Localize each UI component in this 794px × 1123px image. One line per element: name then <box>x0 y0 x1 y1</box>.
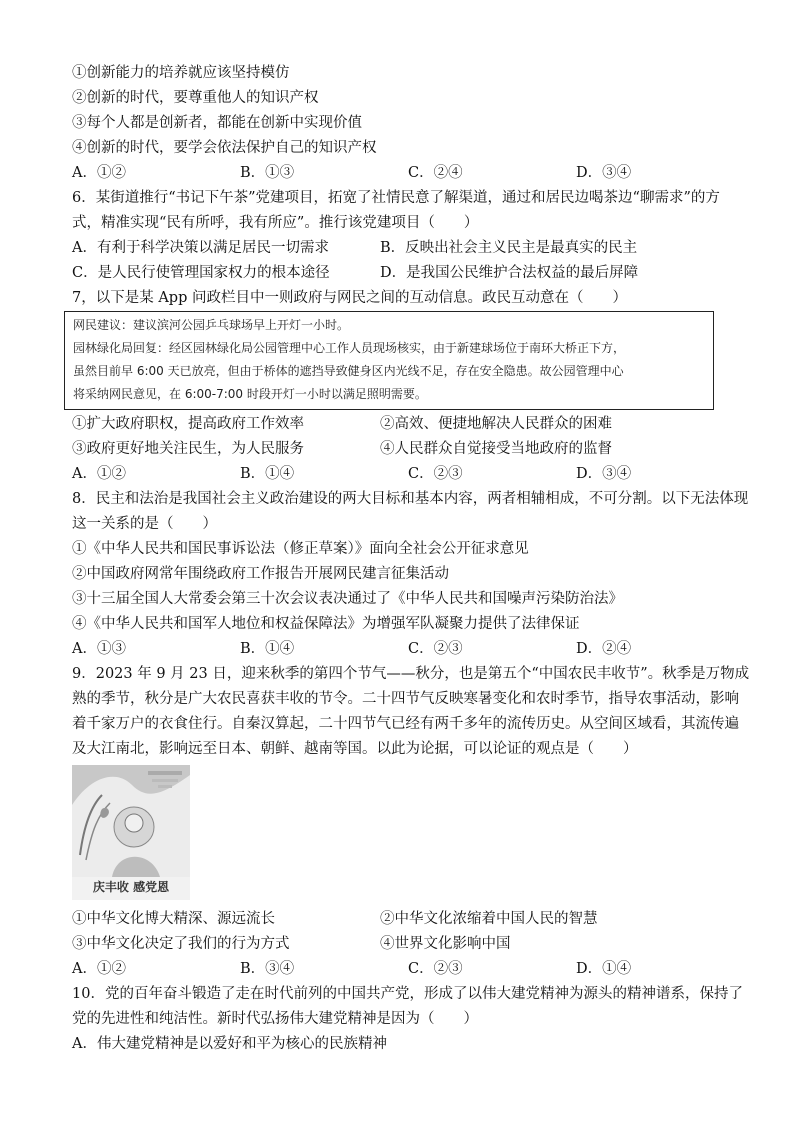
q9-stem-line-3: 着千家万户的衣食住行。自秦汉算起，二十四节气已经有两千多年的流传历史。从空间区域看，其流传遍 <box>72 716 739 732</box>
q8-statement-1: ①《中华人民共和国民事诉讼法（修正草案）》面向全社会公开征求意见 <box>72 541 529 557</box>
q9-stem-line-4: 及大江南北，影响远至日本、朝鲜、越南等国。以此为论据，可以论证的观点是（ ） <box>72 741 638 757</box>
notice-line-3: 虽然目前早 6:00 天已放亮，但由于桥体的遮挡导致健身区内光线不足，存在安全隐患。故公园管理中心 <box>73 364 624 378</box>
q10-stem-line-2: 党的先进性和纯洁性。新时代弘扬伟大建党精神是因为（ ） <box>72 1011 478 1027</box>
q9-stem-line-1: 9．2023 年 9 月 23 日，迎来秋季的第四个节气——秋分，也是第五个“中国农民丰收节”。秋季是万物成 <box>72 666 750 682</box>
q8-option-a: A．①③ <box>72 641 126 657</box>
q7-option-d: D．③④ <box>576 466 632 482</box>
q9-statement-1: ①中华文化博大精深、源远流长 <box>72 911 275 927</box>
q5-option-c: C．②④ <box>408 165 463 181</box>
q7-statement-3: ③政府更好地关注民生，为人民服务 <box>72 441 304 457</box>
q8-stem-line-2: 这一关系的是（ ） <box>72 516 217 532</box>
q9-option-b: B．③④ <box>240 961 295 977</box>
harvest-festival-poster <box>72 765 190 900</box>
notice-line-4: 将采纳网民意见，在 6:00-7:00 时段开灯一小时以满足照明需要。 <box>73 387 427 401</box>
q8-statement-2: ②中国政府网常年围绕政府工作报告开展网民建言征集活动 <box>72 566 449 582</box>
q10-stem-line-1: 10．党的百年奋斗锻造了走在时代前列的中国共产党，形成了以伟大建党精神为源头的精神谱系，保持了 <box>72 986 743 1002</box>
q6-stem-line-1: 6．某街道推行“书记下午茶”党建项目，拓宽了社情民意了解渠道，通过和居民边喝茶边“聊需求”的方 <box>72 190 720 206</box>
q5-option-a: A．①② <box>72 165 126 181</box>
poster-caption: 庆丰收 感党恩 <box>92 880 170 894</box>
q9-statement-4: ④世界文化影响中国 <box>380 936 511 952</box>
q7-option-b: B．①④ <box>240 466 295 482</box>
q7-statement-2: ②高效、便捷地解决人民群众的困难 <box>380 416 612 432</box>
q7-option-c: C．②③ <box>408 466 463 482</box>
notice-line-2: 园林绿化局回复：经区园林绿化局公园管理中心工作人员现场核实，由于新建球场位于南环大桥正下方， <box>73 341 626 355</box>
q9-statement-3: ③中华文化决定了我们的行为方式 <box>72 936 290 952</box>
q8-option-d: D．②④ <box>576 641 632 657</box>
q5-statement-2: ②创新的时代，要尊重他人的知识产权 <box>72 90 319 106</box>
q8-option-b: B．①④ <box>240 641 295 657</box>
q8-statement-4: ④《中华人民共和国军人地位和权益保障法》为增强军队凝聚力提供了法律保证 <box>72 616 580 632</box>
q10-option-a: A．伟大建党精神是以爱好和平为核心的民族精神 <box>72 1036 387 1052</box>
q7-statement-1: ①扩大政府职权，提高政府工作效率 <box>72 416 304 432</box>
notice-line-1: 网民建议：建议滨河公园乒乓球场早上开灯一小时。 <box>73 318 350 332</box>
q9-stem-line-2: 熟的季节，秋分是广大农民喜获丰收的节令。二十四节气反映寒暑变化和农时季节，指导农事活动，影响 <box>72 691 739 707</box>
q5-option-b: B．①③ <box>240 165 295 181</box>
q5-statement-3: ③每个人都是创新者，都能在创新中实现价值 <box>72 115 362 131</box>
q6-option-d: D．是我国公民维护合法权益的最后屏障 <box>380 265 639 281</box>
q5-statement-4: ④创新的时代，要学会依法保护自己的知识产权 <box>72 140 377 156</box>
q8-option-c: C．②③ <box>408 641 463 657</box>
q9-statement-2: ②中华文化浓缩着中国人民的智慧 <box>380 911 598 927</box>
q9-option-d: D．①④ <box>576 961 632 977</box>
q5-statement-1: ①创新能力的培养就应该坚持模仿 <box>72 65 290 81</box>
q7-option-a: A．①② <box>72 466 126 482</box>
poster-illustration <box>72 765 190 877</box>
q9-option-c: C．②③ <box>408 961 463 977</box>
q6-stem-line-2: 式，精准实现“民有所呼，我有所应”。推行该党建项目（ ） <box>72 215 479 231</box>
q8-statement-3: ③十三届全国人大常委会第三十次会议表决通过了《中华人民共和国噪声污染防治法》 <box>72 591 623 607</box>
q6-option-a: A．有利于科学决策以满足居民一切需求 <box>72 240 329 256</box>
q8-stem-line-1: 8．民主和法治是我国社会主义政治建设的两大目标和基本内容，两者相辅相成，不可分割。以下无法体现 <box>72 491 749 507</box>
q7-notice-box <box>64 311 714 410</box>
q7-statement-4: ④人民群众自觉接受当地政府的监督 <box>380 441 612 457</box>
q6-option-c: C．是人民行使管理国家权力的根本途径 <box>72 265 330 281</box>
q7-stem: 7，以下是某 App 问政栏目中一则政府与网民之间的互动信息。政民互动意在（ ） <box>72 290 627 306</box>
q6-option-b: B．反映出社会主义民主是最真实的民主 <box>380 240 638 256</box>
q9-option-a: A．①② <box>72 961 126 977</box>
q5-option-d: D．③④ <box>576 165 632 181</box>
